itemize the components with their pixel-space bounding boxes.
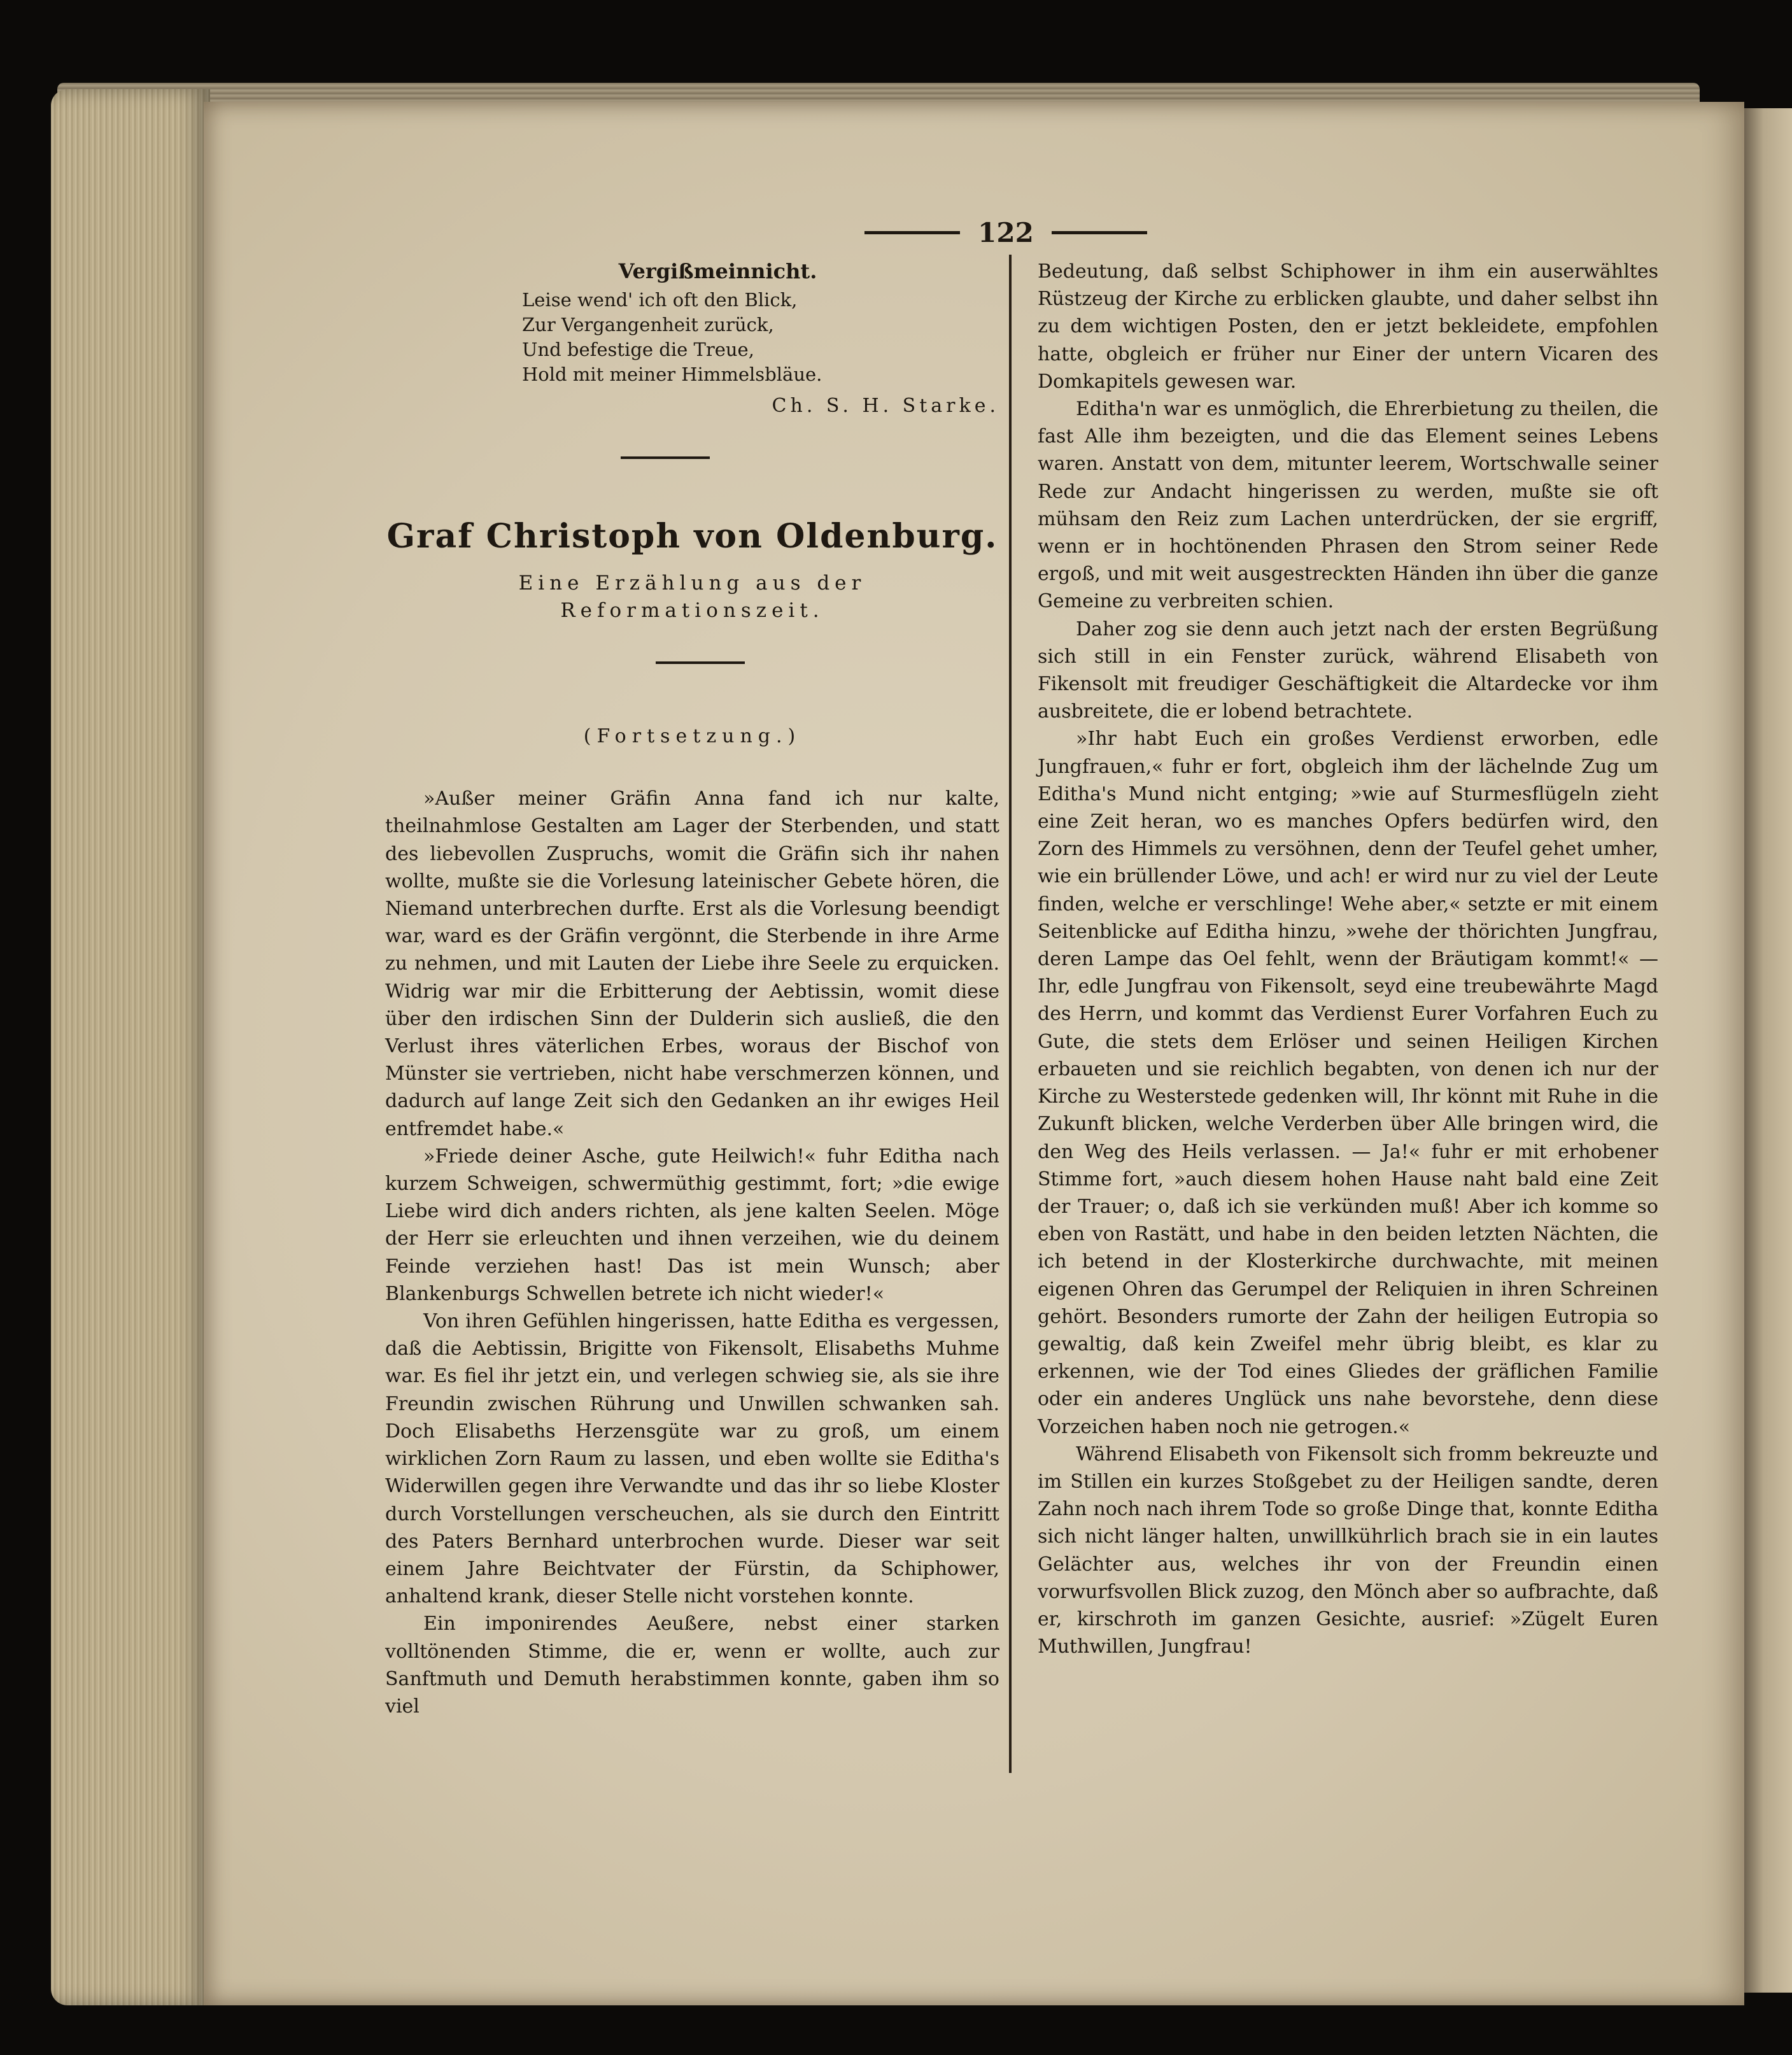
poem-author: Ch. S. H. Starke.	[772, 395, 999, 418]
header-rule-right	[1052, 231, 1147, 234]
poem-title: Vergißmeinnicht.	[618, 259, 817, 283]
paragraph: Ein imponirendes Aeußere, nebst einer starken volltönenden Stimme, die er, wenn er wollte, auch zur Sanftmuth und Demuth herabstimmen konnte, gaben ihm so viel	[385, 1613, 999, 1718]
left-column	[385, 258, 999, 1720]
poem-line: Leise wend' ich oft den Blick,	[522, 289, 798, 311]
paragraph: Von ihren Gefühlen hingerissen, hatte Editha es vergessen, daß die Aebtissin, Brigitte von Fikensolt, Elisabeths Muhme war. Es fiel ihr jetzt ein, und verlegen schwieg sie, als sie ihre Freundin zwischen Rührung und Unwillen schwanken sah. Doch Elisabeths Herzensgüte war zu groß, um einem wirklichen Zorn Raum zu lassen, und eben wollte sie Editha's Widerwillen gegen ihre Verwandte und das ihr so liebe Kloster durch Vorstellungen verscheuchen, als sie durch den Eintritt des Paters Bernhard unterbrochen wurde. Dieser war seit einem Jahre Beichtvater der Fürstin, da Schiphower, anhaltend krank, dieser Stelle nicht vorstehen konnte.	[385, 1310, 999, 1608]
header-rule-left	[864, 231, 960, 234]
poem-line: Und befestige die Treue,	[522, 339, 754, 361]
paragraph: »Außer meiner Gräfin Anna fand ich nur kalte, theilnahmlose Gestalten am Lager der Sterbenden, und statt des liebevollen Zuspruchs, womit die Gräfin sich ihr nahen wollte, mußte sie die Vorlesung lateinischer Gebete hören, die Niemand unterbrechen durfte. Erst als die Vorlesung beendigt war, ward es der Gräfin vergönnt, die Sterbende in ihre Arme zu nehmen, und mit Lauten der Liebe ihre Seele zu erquicken. Widrig war mir die Erbitterung der Aebtissin, womit diese über den irdischen Sinn der Dulderin sich ausließ, die den Verlust ihres väterlichen Erbes, woraus der Bischof von Münster sie vertrieben, nicht habe verschmerzen können, und dadurch auf lange Zeit sich den Gedanken an ihr ewiges Heil entfremdet habe.«	[385, 787, 999, 1140]
column-divider	[1009, 255, 1012, 1773]
paragraph: Daher zog sie denn auch jetzt nach der ersten Begrüßung sich still in ein Fenster zurück, während Elisabeth von Fikensolt mit freudiger Geschäftigkeit die Altardecke vor ihm ausbreitete, die er lobend betrachtete.	[1038, 618, 1658, 723]
story-subtitle: Eine Erzählung aus der Reformationszeit.	[518, 571, 866, 622]
paragraph: Bedeutung, daß selbst Schiphower in ihm ein auserwähltes Rüstzeug der Kirche zu erblicken glaubte, und daher selbst ihn zu dem wichtigen Posten, den er jetzt bekleidete, empfohlen hatte, obgleich er früher nur Einer der untern Vicaren des Domkapitels gewesen war.	[1038, 260, 1658, 393]
section-rule	[656, 661, 745, 664]
paragraph: »Ihr habt Euch ein großes Verdienst erworben, edle Jungfrauen,« fuhr er fort, obgleich ihm der lächelnde Zug um Editha's Mund nicht entging; »wie auf Sturmesflügeln zieht eine Zeit heran, wo es manches Opfers bedürfen wird, den Zorn des Himmels zu versöhnen, denn der Teufel gehet umher, wie ein brüllender Löwe, und ach! er wird nur zu viel der Leute finden, welche er verschlinge! Wehe aber,« setzte er mit einem Seitenblicke auf Editha hinzu, »wehe der thörichten Jungfrau, deren Lampe das Oel fehlt, wenn der Bräutigam kommt!« — Ihr, edle Jungfrau von Fikensolt, seyd eine treubewährte Magd des Herrn, und kommt das Verdienst Eurer Vorfahren Euch zu Gute, die stets dem Erlöser und seinen Heiligen Kirchen erbaueten und sie reichlich begabten, von denen ich nur der Kirche zu Westerstede gedenken will, Ihr könnt mit Ruhe in die Zukunft blicken, welche Verderben über Alle bringen wird, die den Weg des Heils verlassen. — Ja!« fuhr er mit erhobener Stimme fort, »auch diesem hohen Hause naht bald eine Zeit der Trauer; o, daß ich sie verkünden muß! Aber ich komme so eben von Rastätt, und habe in den beiden letzten Nächten, die ich betend in der Klosterkirche durchwachte, mit meinen eigenen Ohren das Gerumpel der Reliquien in ihren Schreinen gehört. Besonders rumorte der Zahn der heiligen Eutropia so gewaltig, daß kein Zweifel mehr übrig bleibt, es klar zu erkennen, wie der Tod eines Gliedes der gräflichen Familie oder ein anderes Unglück uns nahe bevorstehe, denn diese Vorzeichen haben noch nie getrogen.«	[1038, 728, 1658, 1438]
paragraph: »Friede deiner Asche, gute Heilwich!« fuhr Editha nach kurzem Schweigen, schwermüthig gestimmt, fort; »die ewige Liebe wird dich anders richten, als jene kalten Seelen. Möge der Herr sie erleuchten und ihnen verzeihen, wie du deinem Feinde verziehen hast! Das ist mein Wunsch; aber Blankenburgs Schwellen betrete ich nicht wieder!«	[385, 1145, 999, 1305]
page-header	[847, 204, 1165, 261]
story-title: Graf Christoph von Oldenburg.	[386, 517, 998, 556]
continuation-note: (Fortsetzung.)	[583, 725, 801, 748]
paragraph: Editha'n war es unmöglich, die Ehrerbietung zu theilen, die fast Alle ihm bezeigten, und die das Element seines Lebens waren. Anstatt von dem, mitunter leerem, Wortschwalle seiner Rede zur Andacht hingerissen zu werden, mußte sie oft mühsam den Reiz zum Lachen unterdrücken, der sie ergriff, wenn er in hochtönenden Phrasen den Strom seiner Rede ergoß, und mit weit ausgestreckten Händen ihn über die ganze Gemeine zu verbreiten schien.	[1038, 398, 1658, 613]
book-page-edges	[51, 89, 210, 2005]
section-rule	[621, 456, 710, 459]
facing-page-edge	[1744, 108, 1792, 1993]
paragraph: Während Elisabeth von Fikensolt sich fromm bekreuzte und im Stillen ein kurzes Stoßgebet zu der Heiligen sandte, deren Zahn noch nach ihrem Tode so große Dinge that, konnte Editha sich nicht länger halten, unwillkührlich brach sie in ein lautes Gelächter aus, welches ihr von der Freundin einen vorwurfsvollen Blick zuzog, den Mönch aber so aufbrachte, daß er, kirschroth im ganzen Gesichte, ausrief: »Zügelt Euren Muthwillen, Jungfrau!	[1038, 1443, 1658, 1658]
background-bottom	[0, 2005, 1792, 2055]
poem-line: Hold mit meiner Himmelsbläue.	[522, 364, 822, 386]
right-column	[1038, 258, 1658, 1660]
poem-line: Zur Vergangenheit zurück,	[522, 314, 774, 336]
page-number: 122	[978, 216, 1034, 248]
